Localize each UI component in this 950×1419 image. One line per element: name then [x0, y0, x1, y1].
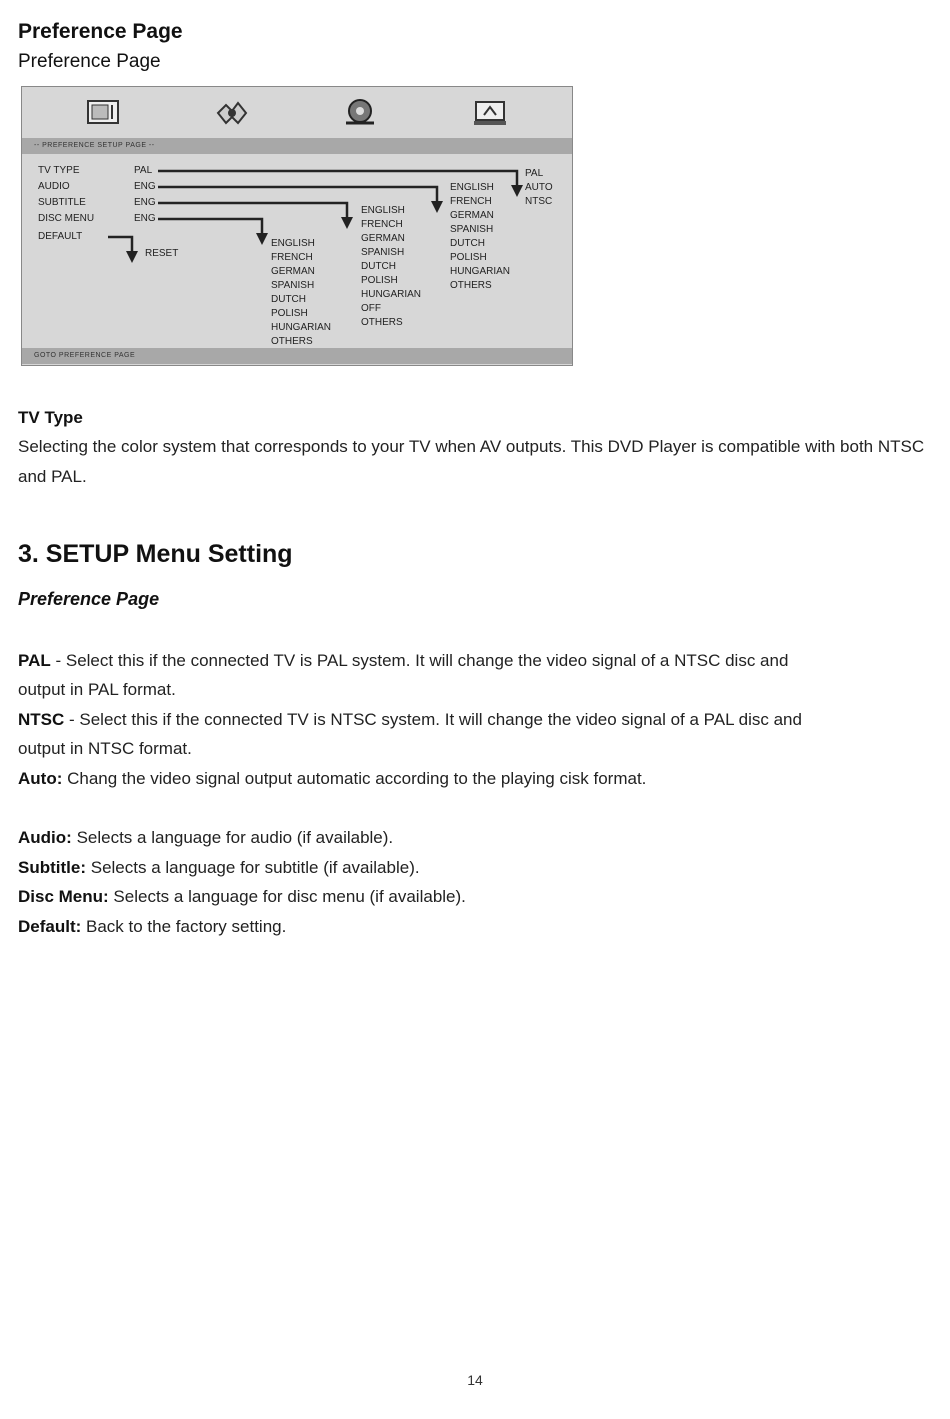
option-item: ENGLISH — [361, 205, 405, 216]
ntsc-entry-continued: output in NTSC format. — [18, 739, 192, 758]
menu-value-subtitle: ENG — [134, 197, 156, 208]
audio-setup-icon — [212, 97, 252, 129]
option-item: GERMAN — [271, 266, 315, 277]
subtitle-language-options — [361, 204, 421, 330]
menu-label-default: DEFAULT — [38, 231, 83, 242]
option-item: SPANISH — [271, 280, 315, 291]
option-item: GERMAN — [361, 233, 405, 244]
pal-entry-continued: output in PAL format. — [18, 680, 176, 699]
pal-entry: PAL - Select this if the connected TV is PAL system. It will change the video signal of a NTSC disc and — [18, 651, 789, 670]
preference-menu-diagram — [21, 86, 573, 366]
option-item: HUNGARIAN — [450, 266, 511, 277]
goto-preference-page-strip: GOTO PREFERENCE PAGE — [22, 348, 572, 364]
option-item: SPANISH — [361, 247, 405, 258]
section-heading: 3. SETUP Menu Setting — [18, 540, 293, 568]
option-item: PAL — [525, 168, 544, 179]
video-setup-icon — [340, 97, 380, 129]
menu-reset-option: RESET — [145, 248, 179, 259]
option-item: GERMAN — [450, 210, 494, 221]
default-setting: Default: Back to the factory setting. — [18, 917, 287, 936]
menu-value-tv-type: PAL — [134, 165, 153, 176]
option-item: DUTCH — [450, 238, 485, 249]
option-item: AUTO — [525, 182, 553, 193]
menu-value-audio: ENG — [134, 181, 156, 192]
tv-type-options — [525, 167, 553, 209]
disc-menu-language-options — [271, 237, 331, 349]
page-subheading: Preference Page — [18, 51, 161, 72]
option-item: HUNGARIAN — [361, 289, 422, 300]
option-item: ENGLISH — [271, 238, 315, 249]
option-item: FRENCH — [271, 252, 313, 263]
audio-language-options — [450, 181, 510, 293]
option-item: OTHERS — [450, 280, 492, 291]
option-item: OTHERS — [271, 336, 313, 347]
menu-value-disc-menu: ENG — [134, 213, 156, 224]
option-item: DUTCH — [271, 294, 306, 305]
audio-setting: Audio: Selects a language for audio (if available). — [18, 828, 394, 847]
tv-type-heading: TV Type — [18, 408, 83, 427]
subtitle-setting: Subtitle: Selects a language for subtitle (if available). — [18, 858, 420, 877]
disc-menu-setting: Disc Menu: Selects a language for disc menu (if available). — [18, 887, 466, 906]
preference-setup-page-strip: -- PREFERENCE SETUP PAGE -- — [22, 138, 572, 154]
auto-entry: Auto: Chang the video signal output automatic according to the playing cisk format. — [18, 769, 647, 788]
preference-setup-icon — [470, 97, 510, 129]
option-item: NTSC — [525, 196, 553, 207]
page-number: 14 — [467, 1372, 483, 1388]
option-item: ENGLISH — [450, 182, 494, 193]
option-item: POLISH — [271, 308, 308, 319]
ntsc-entry: NTSC - Select this if the connected TV is NTSC system. It will change the video signal of a PAL disc and — [18, 710, 802, 729]
option-item: SPANISH — [450, 224, 494, 235]
general-setup-icon — [84, 97, 124, 129]
menu-label-tv-type: TV TYPE — [38, 165, 80, 176]
setup-icon-bar — [22, 87, 572, 137]
option-item: POLISH — [361, 275, 398, 286]
option-item: DUTCH — [361, 261, 396, 272]
option-item: FRENCH — [361, 219, 403, 230]
option-item: OFF — [361, 303, 381, 314]
section-subheading: Preference Page — [18, 589, 160, 609]
page-heading: Preference Page — [18, 20, 183, 43]
option-item: OTHERS — [361, 317, 403, 328]
option-item: POLISH — [450, 252, 487, 263]
tv-type-description: Selecting the color system that corresponds to your TV when AV outputs. This DVD Player is compatible with both NTSC and PAL. — [18, 437, 925, 486]
menu-area — [22, 155, 572, 347]
menu-label-audio: AUDIO — [38, 181, 70, 192]
option-item: HUNGARIAN — [271, 322, 332, 333]
option-item: FRENCH — [450, 196, 492, 207]
menu-label-subtitle: SUBTITLE — [38, 197, 86, 208]
menu-label-disc-menu: DISC MENU — [38, 213, 95, 224]
